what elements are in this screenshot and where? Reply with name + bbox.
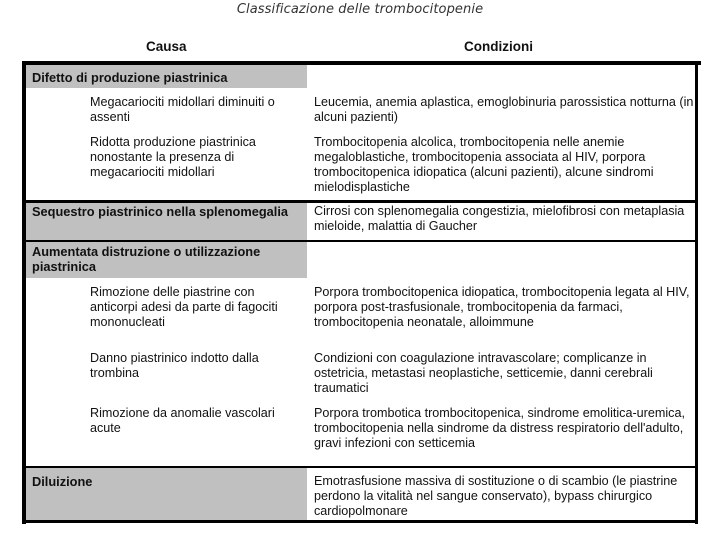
row-divider: [26, 200, 695, 203]
document-title: Classificazione delle trombocitopenie: [236, 2, 484, 17]
row-divider: [26, 466, 695, 468]
subitem-cause: Megacariociti midollari diminuiti o assenti: [90, 95, 275, 124]
column-header-causa: Causa: [146, 39, 187, 54]
subitem-condition: Trombocitopenia alcolica, trombocitopenia nelle anemie megaloblastiche, trombocitopenia associata al HIV, porpora trombocitopenica idiopatica (alcuni pazienti), alcune sindromi mielodisplastiche: [314, 135, 654, 194]
column-header-condizioni: Condizioni: [464, 39, 533, 54]
subitem-condition: Porpora trombocitopenica idiopatica, trombocitopenia legata al HIV, porpora post-trasfusionale, trombocitopenia da farmaci, trombocitopenia neonatale, alloimmune: [314, 285, 690, 329]
subitem-cause: Ridotta produzione piastrinica nonostante la presenza di megacariociti midollari: [90, 135, 256, 179]
subitem-condition: Porpora trombotica trombocitopenica, sindrome emolitica-uremica, trombocitopenia nella sindrome da distress respiratorio dell'adulto, gravi infezioni con setticemia: [314, 406, 685, 450]
table-border-bottom: [22, 520, 698, 523]
table-border-right: [695, 61, 698, 524]
category-label: Difetto di produzione piastrinica: [32, 70, 228, 85]
subitem-condition: Leucemia, anemia aplastica, emoglobinuria parossistica notturna (in alcuni pazienti): [314, 95, 694, 124]
subitem-condition: Condizioni con coagulazione intravascolare; complicanze in ostetricia, metastasi neoplastiche, setticemie, danni cerebrali traumatici: [314, 351, 653, 395]
subitem-cause: Rimozione da anomalie vascolari acute: [90, 406, 275, 435]
subitem-cause: Rimozione delle piastrine con anticorpi adesi da parte di fagociti mononucleati: [90, 285, 278, 329]
category-condition: Emotrasfusione massiva di sostituzione o di scambio (le piastrine perdono la vitalità nel sangue conservato), bypass chirurgico cardiopolmonare: [314, 474, 678, 518]
category-label: Diluizione: [32, 474, 93, 489]
category-condition: Cirrosi con splenomegalia congestizia, mielofibrosi con metaplasia mieloide, malattia di Gaucher: [314, 204, 685, 233]
subitem-cause: Danno piastrinico indotto dalla trombina: [90, 351, 259, 380]
row-divider: [26, 240, 695, 242]
table-border-top: [22, 61, 701, 65]
classification-table: [22, 61, 698, 522]
category-label: Aumentata distruzione o utilizzazione piastrinica: [32, 244, 261, 274]
category-label: Sequestro piastrinico nella splenomegalia: [32, 204, 289, 219]
table-border-left: [22, 61, 26, 524]
